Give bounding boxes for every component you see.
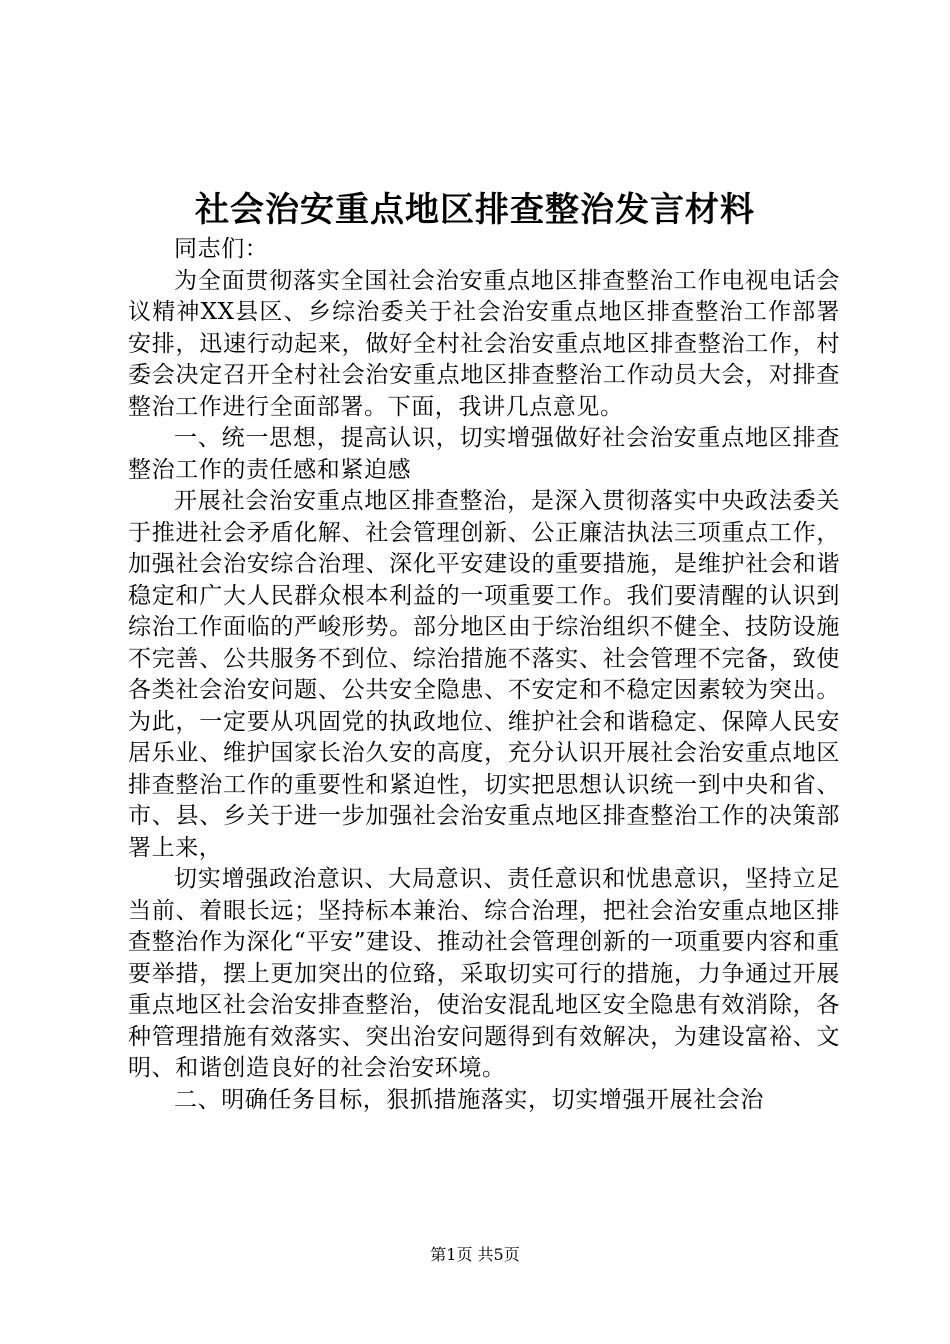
paragraph-body-1: 开展社会治安重点地区排查整治，是深入贯彻落实中央政法委关于推进社会矛盾化解、社会管理创新、公正廉洁执法三项重点工作，加强社会治安综合治理、深化平安建设的重要措施，是维护社会和谐稳定和广大人民群众根本利益的一项重要工作。我们要清醒的认识到综治工作面临的严峻形势。部分地区由于综治组织不健全、技防设施不完善、公共服务不到位、综治措施不落实、社会管理不完备，致使各类社会治安问题、公共安全隐患、不安定和不稳定因素较为突出。为此，一定要从巩固党的执政地位、维护社会和谐稳定、保障人民安居乐业、维护国家长治久安的高度，充分认识开展社会治安重点地区排查整治工作的重要性和紧迫性，切实把思想认识统一到中央和省、市、县、乡关于进一步加强社会治安重点地区排查整治工作的决策部署上来， (128, 488, 840, 861)
document-body (128, 234, 840, 1116)
page-number: 第1页 共5页 (430, 1245, 520, 1264)
paragraph-body-2: 切实增强政治意识、大局意识、责任意识和忧患意识，坚持立足当前、着眼长远；坚持标本兼治、综合治理，把社会治安重点地区排查整治作为深化“平安”建设、推动社会管理创新的一项重要内容和重要举措，摆上更加突出的位臵，采取切实可行的措施，力争通过开展重点地区社会治安排查整治，使治安混乱地区安全隐患有效消除，各种管理措施有效落实、突出治安问题得到有效解决，为建设富裕、文明、和谐创造良好的社会治安环境。 (128, 866, 840, 1081)
paragraph-intro: 为全面贯彻落实全国社会治安重点地区排查整治工作电视电话会议精神XX县区、乡综治委关于社会治安重点地区排查整治工作部署安排，迅速行动起来，做好全村社会治安重点地区排查整治工作，村委会决定召开全村社会治安重点地区排查整治工作动员大会，对排查整治工作进行全面部署。下面，我讲几点意见。 (128, 267, 840, 420)
document-title: 社会治安重点地区排查整治发言材料 (195, 190, 755, 230)
section-heading-1: 一、统一思想，提高认识，切实增强做好社会治安重点地区排查整治工作的责任感和紧迫感 (128, 425, 840, 483)
section-heading-2: 二、明确任务目标，狠抓措施落实，切实增强开展社会治 (174, 1086, 764, 1113)
salutation: 同志们： (174, 236, 269, 262)
